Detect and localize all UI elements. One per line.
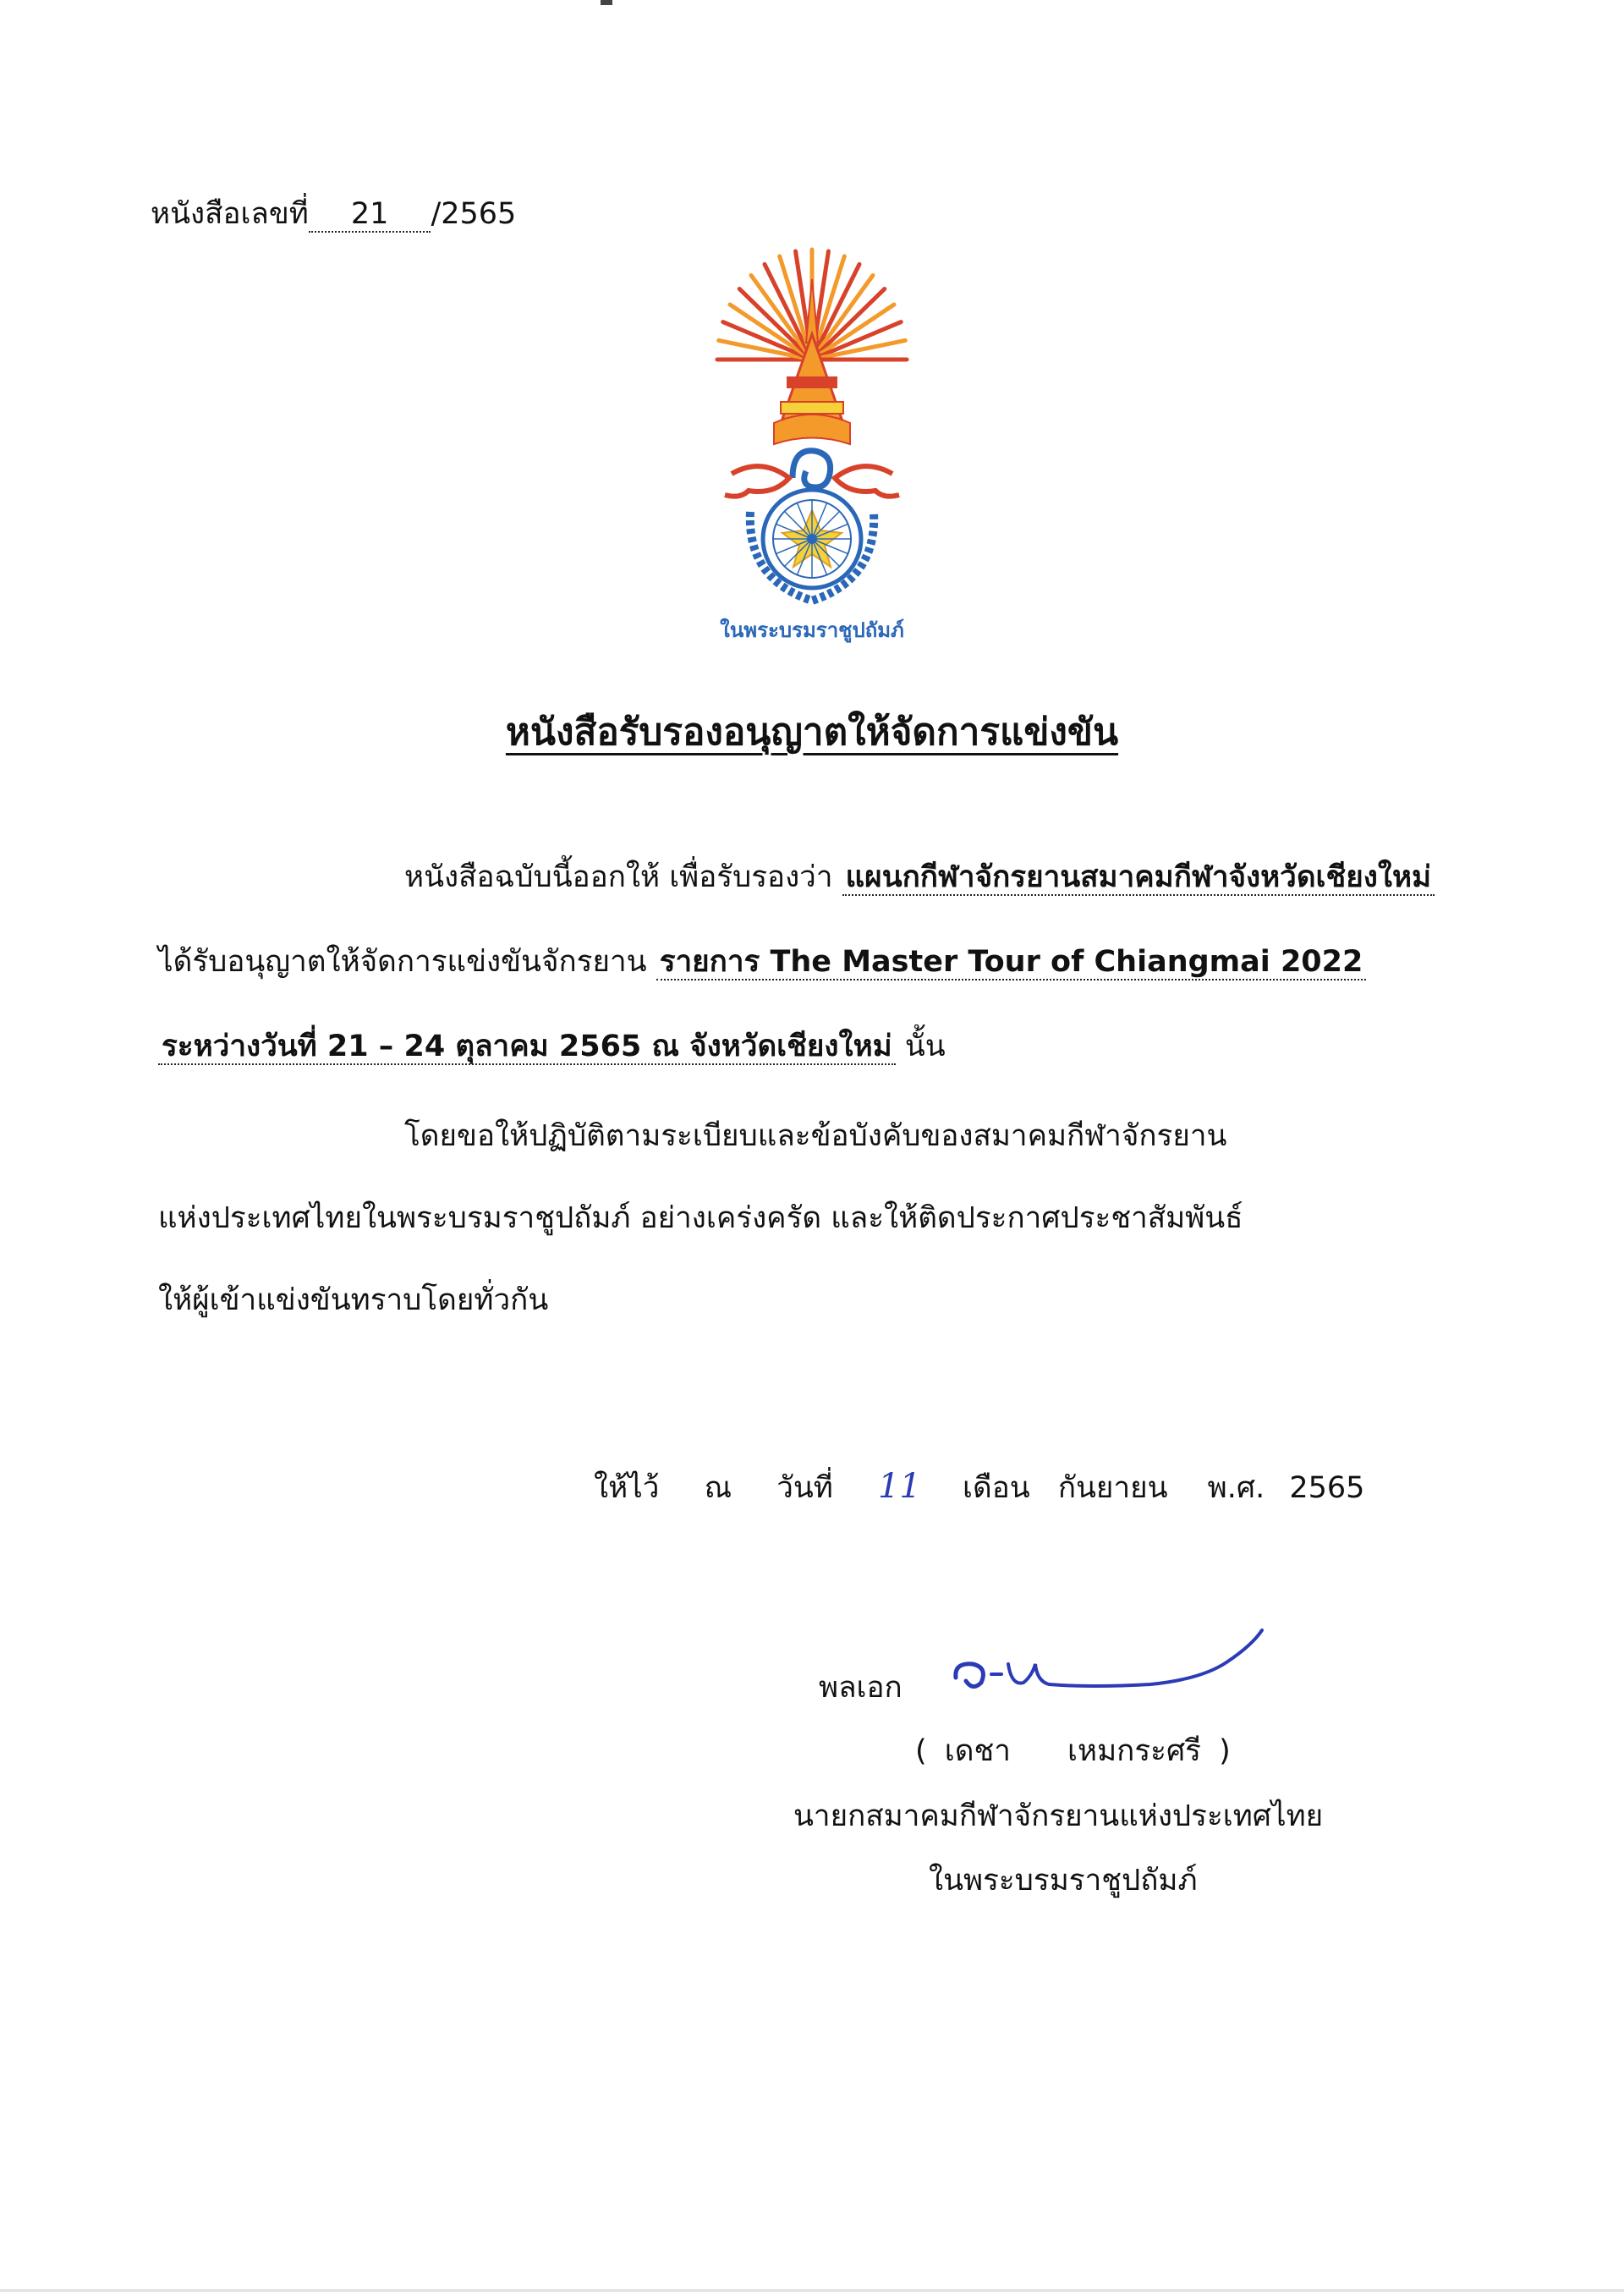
intro-text: หนังสือฉบับนี้ออกให้ เพื่อรับรองว่า	[404, 860, 833, 894]
logo-caption: ในพระบรมราชูปถัมภ์	[720, 618, 904, 642]
event-name: รายการ The Master Tour of Chiangmai 2022	[656, 945, 1367, 980]
document-title: หนังสือรับรองอนุญาตให้จัดการแข่งขัน	[505, 711, 1119, 754]
paragraph-2-line-1: โดยขอให้ปฏิบัติตามระเบียบและข้อบังคับของสมาคมกีฬาจักรยาน	[404, 1119, 1227, 1153]
name-close-paren: )	[1219, 1734, 1231, 1768]
dateline-month: กันยายน	[1057, 1471, 1168, 1505]
cycling-association-emblem-icon	[715, 241, 909, 647]
signatory-position-line-2: ในพระบรมราชูปถัมภ์	[929, 1864, 1198, 1898]
organization-name: แผนกกีฬาจักรยานสมาคมกีฬาจังหวัดเชียงใหม่	[842, 860, 1435, 896]
line-ending: นั้น	[904, 1030, 946, 1063]
reference-number-line	[151, 193, 516, 235]
name-open-paren: (	[915, 1734, 927, 1768]
dateline-day-label: วันที่	[776, 1471, 833, 1505]
paragraph-1-line-3	[158, 1025, 946, 1068]
dateline-day: 11	[877, 1467, 921, 1506]
paragraph-1-line-2	[158, 941, 1366, 983]
permission-text: ได้รับอนุญาตให้จัดการแข่งขันจักรยาน	[158, 945, 647, 979]
association-logo	[715, 241, 909, 647]
signatory-first-name: เดชา	[944, 1734, 1011, 1768]
reference-number: 21	[309, 197, 431, 233]
paragraph-2-line-2: แห่งประเทศไทยในพระบรมราชูปถัมภ์ อย่างเคร่งครัด และให้ติดประกาศประชาสัมพันธ์	[158, 1201, 1243, 1235]
scan-mark	[601, 0, 612, 5]
dateline-at: ณ	[704, 1471, 732, 1505]
dateline-year: 2565	[1289, 1471, 1365, 1505]
paragraph-1-line-1	[404, 856, 1435, 898]
reference-label: หนังสือเลขที่	[151, 197, 309, 231]
signatory-last-name: เหมกระศรี	[1067, 1734, 1201, 1768]
signatory-position-line-1: นายกสมาคมกีฬาจักรยานแห่งประเทศไทย	[793, 1799, 1324, 1833]
dateline-era: พ.ศ.	[1207, 1471, 1265, 1505]
dateline	[594, 1465, 1364, 1509]
dateline-given: ให้ไว้	[594, 1471, 660, 1505]
reference-year: /2565	[431, 197, 517, 231]
scan-bottom-edge	[0, 2289, 1624, 2292]
event-dates-location: ระหว่างวันที่ 21 – 24 ตุลาคม 2565 ณ จังหวัดเชียงใหม่	[158, 1030, 896, 1065]
signatory-rank: พลเอก	[819, 1671, 903, 1705]
dateline-month-label: เดือน	[963, 1471, 1030, 1505]
paragraph-2-line-3: ให้ผู้เข้าแข่งขันทราบโดยทั่วกัน	[158, 1283, 549, 1317]
handwritten-signature	[947, 1620, 1286, 1713]
signatory-name	[915, 1730, 1231, 1772]
